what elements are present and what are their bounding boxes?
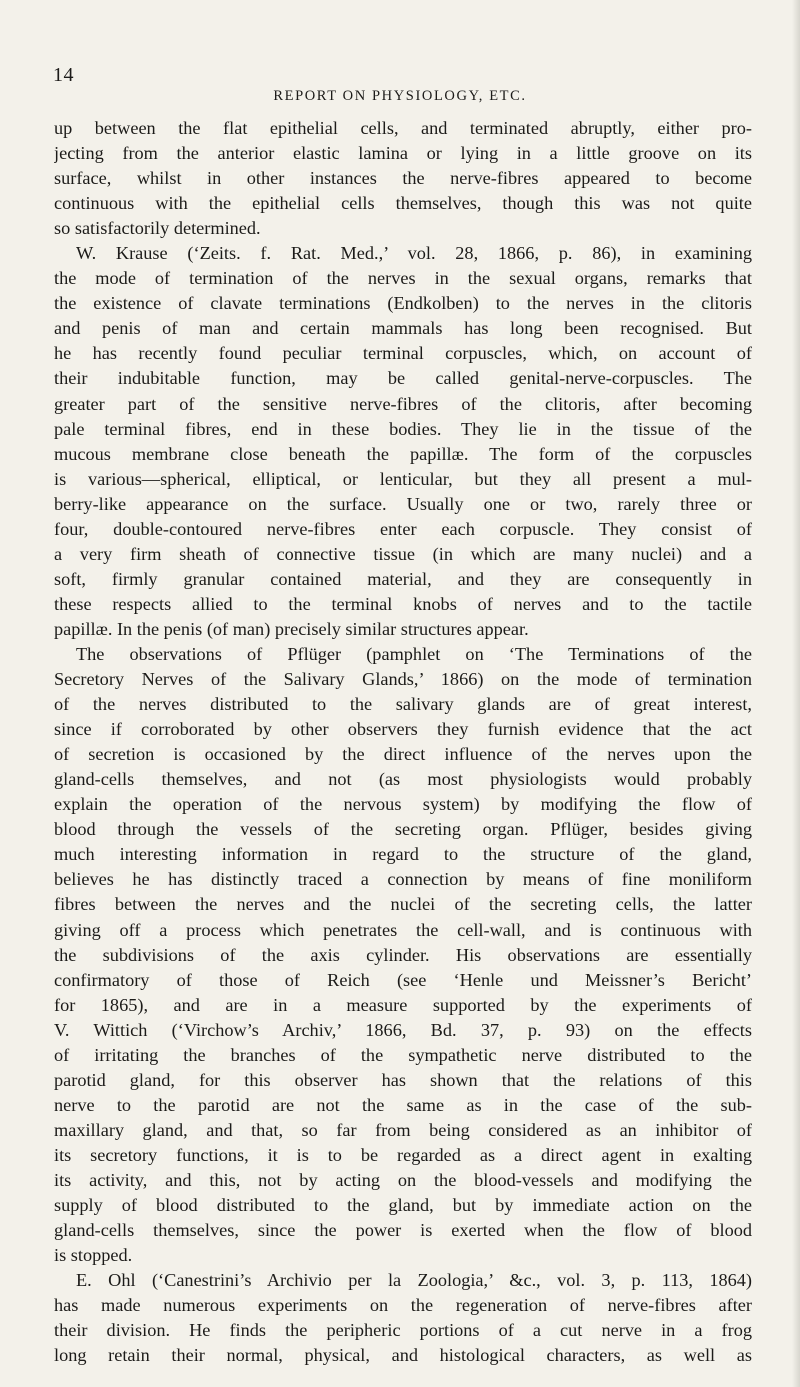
- text-line: is various—spherical, elliptical, or lenticular, but they all present a mul-: [54, 468, 752, 489]
- text-line: for 1865), and are in a measure supported by the experiments of: [54, 994, 752, 1015]
- text-line: continuous with the epithelial cells themselves, though this was not quite: [54, 193, 752, 214]
- text-line: blood through the vessels of the secreting organ. Pflüger, besides giving: [54, 819, 752, 840]
- page-edge-shadow: [792, 0, 800, 1387]
- text-line: since if corroborated by other observers they furnish evidence that the act: [54, 719, 752, 740]
- text-line: of secretion is occasioned by the direct influence of the nerves upon the: [54, 744, 752, 765]
- text-line: confirmatory of those of Reich (see ‘Henle und Meissner’s Bericht’: [54, 969, 752, 990]
- text-line: believes he has distinctly traced a connection by means of fine moniliform: [54, 869, 752, 890]
- text-line: W. Krause (‘Zeits. f. Rat. Med.,’ vol. 28, 1866, p. 86), in examining: [76, 243, 752, 264]
- text-line: four, double-contoured nerve-fibres enter each corpuscle. They consist of: [54, 518, 752, 539]
- text-line: gland-cells themselves, since the power is exerted when the flow of blood: [54, 1220, 752, 1241]
- text-line: fibres between the nerves and the nuclei of the secreting cells, the latter: [54, 894, 752, 915]
- text-line: nerve to the parotid are not the same as in the case of the sub-: [54, 1094, 752, 1115]
- text-line: mucous membrane close beneath the papillæ. The form of the corpuscles: [54, 443, 752, 464]
- text-line: pale terminal fibres, end in these bodies. They lie in the tissue of the: [54, 418, 752, 439]
- text-line: of the nerves distributed to the salivary glands are of great interest,: [54, 694, 752, 715]
- text-line: its secretory functions, it is to be regarded as a direct agent in exalting: [54, 1144, 752, 1165]
- text-line: jecting from the anterior elastic lamina or lying in a little groove on its: [54, 143, 752, 164]
- text-line: Secretory Nerves of the Salivary Glands,’ 1866) on the mode of termination: [54, 669, 752, 690]
- body-text: [54, 116, 752, 1368]
- text-line: their indubitable function, may be called genital-nerve-corpuscles. The: [54, 368, 752, 389]
- text-line: V. Wittich (‘Virchow’s Archiv,’ 1866, Bd. 37, p. 93) on the effects: [54, 1019, 752, 1040]
- text-line: much interesting information in regard to the structure of the gland,: [54, 844, 752, 865]
- text-line: up between the flat epithelial cells, and terminated abruptly, either pro-: [54, 118, 752, 138]
- text-line: its activity, and this, not by acting on the blood-vessels and modifying the: [54, 1169, 752, 1190]
- text-line: long retain their normal, physical, and histological characters, as well as: [54, 1345, 752, 1366]
- text-line: the mode of termination of the nerves in the sexual organs, remarks that: [54, 268, 752, 289]
- text-line: greater part of the sensitive nerve-fibres of the clitoris, after becoming: [54, 393, 752, 414]
- page-number: 14: [53, 64, 74, 86]
- text-line: The observations of Pflüger (pamphlet on ‘The Terminations of the: [76, 643, 752, 664]
- text-line: the existence of clavate terminations (Endkolben) to the nerves in the clitoris: [54, 293, 752, 314]
- text-line: giving off a process which penetrates the cell-wall, and is continuous with: [54, 919, 752, 940]
- text-line: is stopped.: [54, 1245, 133, 1266]
- text-line: supply of blood distributed to the gland, but by immediate action on the: [54, 1195, 752, 1216]
- text-line: explain the operation of the nervous system) by modifying the flow of: [54, 794, 752, 815]
- text-line: of irritating the branches of the sympathetic nerve distributed to the: [54, 1044, 752, 1065]
- text-line: maxillary gland, and that, so far from being considered as an inhibitor of: [54, 1119, 752, 1140]
- text-line: and penis of man and certain mammals has long been recognised. But: [54, 318, 752, 339]
- text-line: he has recently found peculiar terminal corpuscles, which, on account of: [54, 343, 752, 364]
- text-line: parotid gland, for this observer has shown that the relations of this: [54, 1069, 752, 1090]
- text-line: berry-like appearance on the surface. Usually one or two, rarely three or: [54, 493, 752, 514]
- text-line: papillæ. In the penis (of man) precisely similar structures appear.: [54, 618, 529, 639]
- text-line: a very firm sheath of connective tissue (in which are many nuclei) and a: [54, 543, 752, 564]
- text-line: their division. He finds the peripheric portions of a cut nerve in a frog: [54, 1320, 752, 1341]
- text-line: E. Ohl (‘Canestrini’s Archivio per la Zoologia,’ &c., vol. 3, p. 113, 1864): [76, 1270, 752, 1291]
- text-line: soft, firmly granular contained material, and they are consequently in: [54, 568, 752, 589]
- text-line: has made numerous experiments on the regeneration of nerve-fibres after: [54, 1295, 752, 1316]
- text-line: gland-cells themselves, and not (as most physiologists would probably: [54, 769, 752, 790]
- running-head: REPORT ON PHYSIOLOGY, ETC.: [273, 88, 527, 104]
- text-line: surface, whilst in other instances the nerve-fibres appeared to become: [54, 168, 752, 189]
- text-line: these respects allied to the terminal knobs of nerves and to the tactile: [54, 593, 752, 614]
- text-line: the subdivisions of the axis cylinder. His observations are essentially: [54, 944, 752, 965]
- text-line: so satisfactorily determined.: [54, 218, 261, 239]
